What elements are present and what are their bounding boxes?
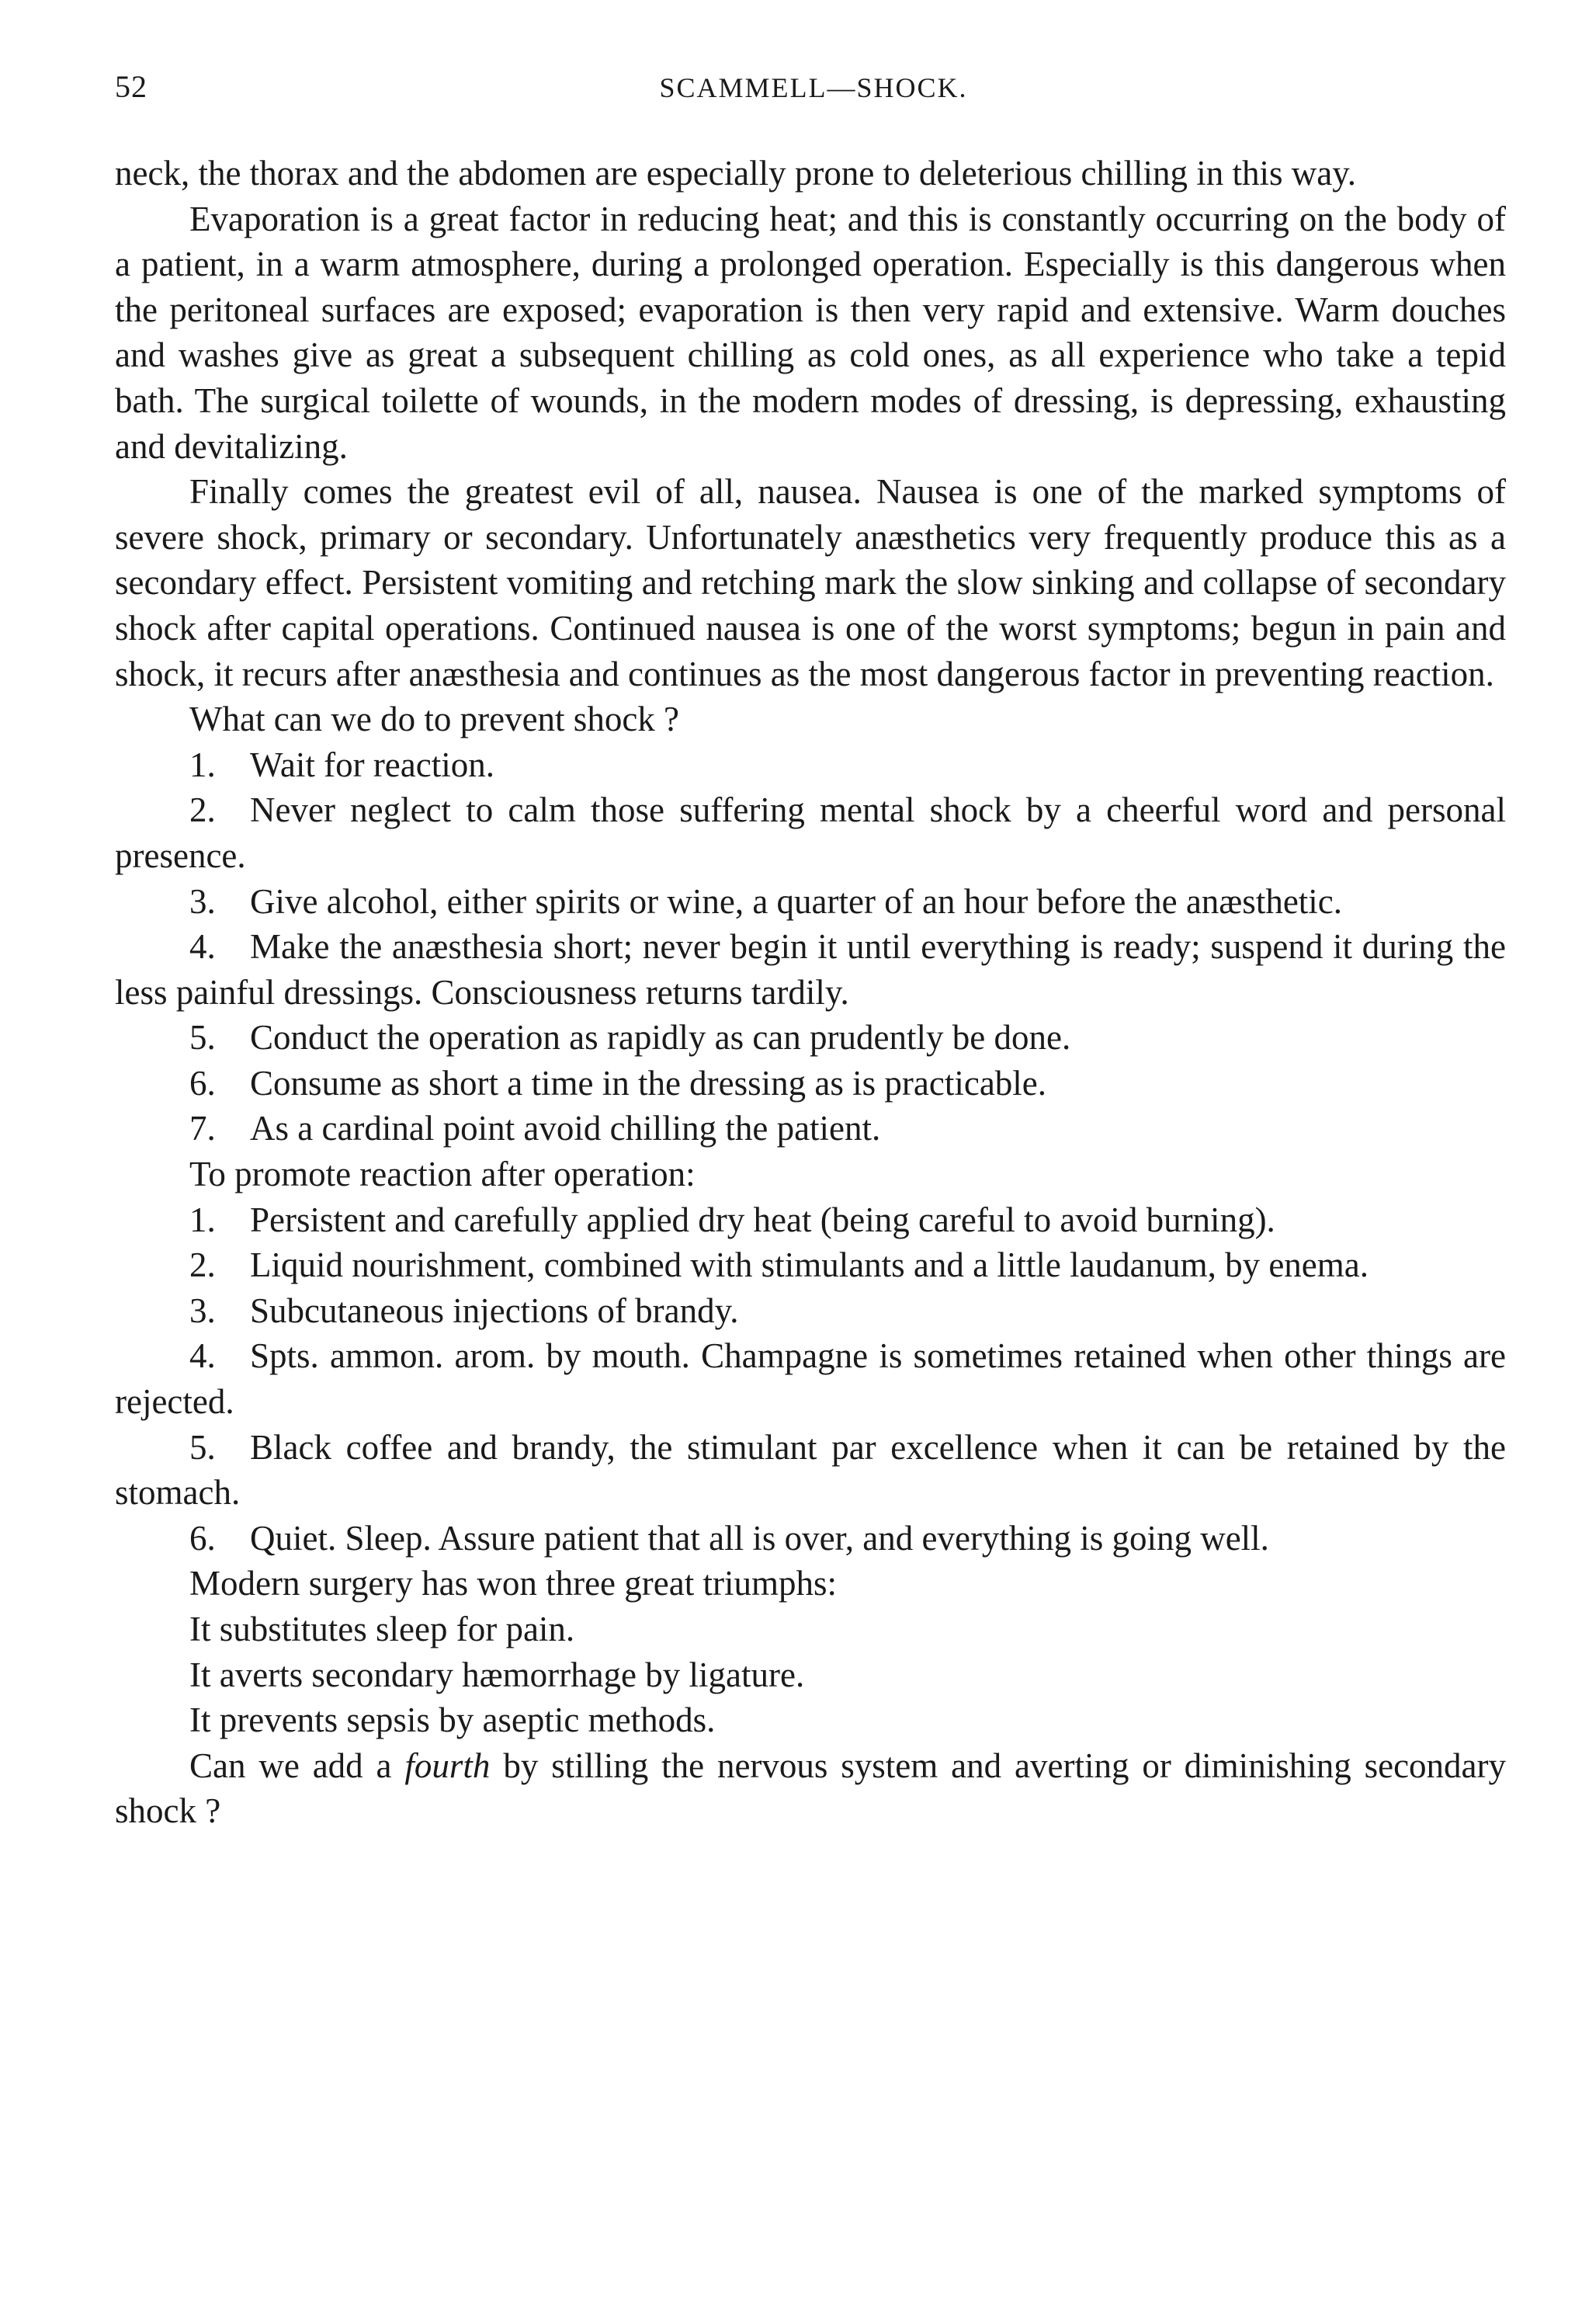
list-text: Never neglect to calm those suffering mental shock by a cheerful word and personal presence. bbox=[115, 790, 1506, 875]
paragraph-nausea: Finally comes the greatest evil of all, nausea. Nausea is one of the marked symptoms of severe shock, primary or secondary. Unfortunately anæsthetics very frequently produce this as a secondary effect. Persistent vomiting and retching mark the slow sinking and collapse of secondary shock after capital operations. Continued nausea is one of the worst symptoms; begun in pain and shock, it recurs after anæsthesia and continues as the most dangerous factor in preventing reaction. bbox=[115, 472, 1506, 693]
list-item bbox=[115, 1015, 1506, 1061]
list-text: Black coffee and brandy, the stimulant par excellence when it can be retained by the stomach. bbox=[115, 1427, 1506, 1513]
list-text: Persistent and carefully applied dry heat (being careful to avoid burning). bbox=[250, 1200, 1275, 1239]
list-item bbox=[115, 787, 1506, 878]
list-number: 1. bbox=[189, 745, 216, 784]
list-text: Make the anæsthesia short; never begin it until everything is ready; suspend it during the less painful dressings. Consciousness returns tardily. bbox=[115, 927, 1506, 1012]
list-number: 3. bbox=[189, 1291, 216, 1330]
list-number: 4. bbox=[189, 1336, 216, 1376]
triumph-item: It prevents sepsis by aseptic methods. bbox=[189, 1700, 716, 1740]
list-text: Give alcohol, either spirits or wine, a quarter of an hour before the anæsthetic. bbox=[250, 881, 1343, 921]
list-item bbox=[115, 1425, 1506, 1516]
list-number: 4. bbox=[189, 927, 216, 967]
list-item bbox=[115, 1242, 1506, 1288]
triumph-item: It averts secondary hæmorrhage by ligature. bbox=[189, 1655, 805, 1694]
closing-question bbox=[115, 1743, 1506, 1834]
list-text: Spts. ammon. arom. by mouth. Champagne is sometimes retained when other things are rejected. bbox=[115, 1336, 1506, 1422]
list-number: 1. bbox=[189, 1200, 216, 1239]
list-number: 6. bbox=[189, 1063, 216, 1103]
running-head: SCAMMELL—SHOCK. bbox=[659, 72, 968, 103]
page-number: 52 bbox=[115, 69, 147, 104]
list-item bbox=[115, 924, 1506, 1015]
reaction-intro: To promote reaction after operation: bbox=[189, 1155, 696, 1194]
list-number: 7. bbox=[189, 1109, 216, 1148]
list-number: 6. bbox=[189, 1518, 216, 1558]
list-number: 2. bbox=[189, 790, 216, 830]
triumph-item: It substitutes sleep for pain. bbox=[189, 1610, 575, 1648]
list-text: Quiet. Sleep. Assure patient that all is over, and everything is going well. bbox=[250, 1518, 1269, 1558]
list-number: 2. bbox=[189, 1245, 216, 1285]
list-item bbox=[115, 1288, 1506, 1334]
list-item bbox=[115, 1197, 1506, 1243]
list-item bbox=[115, 1333, 1506, 1424]
closing-text-end: by stilling the nervous system and averting or diminishing secondary shock ? bbox=[115, 1746, 1506, 1831]
prevention-list bbox=[115, 742, 1506, 1152]
question-prevent-shock: What can we do to prevent shock ? bbox=[189, 700, 680, 739]
closing-text-start: Can we add a bbox=[189, 1746, 405, 1785]
list-item bbox=[115, 742, 1506, 788]
list-item bbox=[115, 1516, 1506, 1561]
list-text: Subcutaneous injections of brandy. bbox=[250, 1291, 739, 1330]
list-item bbox=[115, 1061, 1506, 1106]
list-text: Wait for reaction. bbox=[250, 745, 494, 784]
body-text bbox=[115, 151, 1506, 1834]
list-number: 3. bbox=[189, 881, 216, 921]
page-header bbox=[115, 68, 1512, 115]
list-item bbox=[115, 879, 1506, 925]
list-text: Consume as short a time in the dressing as is practicable. bbox=[250, 1063, 1047, 1103]
closing-emphasis: fourth bbox=[404, 1746, 491, 1785]
list-number: 5. bbox=[189, 1427, 216, 1467]
list-number: 5. bbox=[189, 1018, 216, 1058]
triumphs-intro: Modern surgery has won three great triumphs: bbox=[189, 1564, 837, 1603]
paragraph-continued: neck, the thorax and the abdomen are especially prone to deleterious chilling in this way. bbox=[115, 154, 1357, 193]
list-text: As a cardinal point avoid chilling the patient. bbox=[250, 1109, 881, 1148]
list-text: Liquid nourishment, combined with stimulants and a little laudanum, by enema. bbox=[250, 1245, 1369, 1285]
paragraph-evaporation: Evaporation is a great factor in reducing heat; and this is constantly occurring on the body of a patient, in a warm atmosphere, during a prolonged operation. Especially is this dangerous when the peritoneal surfaces are exposed; evaporation is then very rapid and extensive. Warm douches and washes give as great a subsequent chilling as cold ones, as all experience who take a tepid bath. The surgical toilette of wounds, in the modern modes of dressing, is depressing, exhausting and devitalizing. bbox=[115, 199, 1506, 466]
reaction-list bbox=[115, 1197, 1506, 1561]
list-item bbox=[115, 1106, 1506, 1152]
list-text: Conduct the operation as rapidly as can prudently be done. bbox=[250, 1018, 1071, 1058]
